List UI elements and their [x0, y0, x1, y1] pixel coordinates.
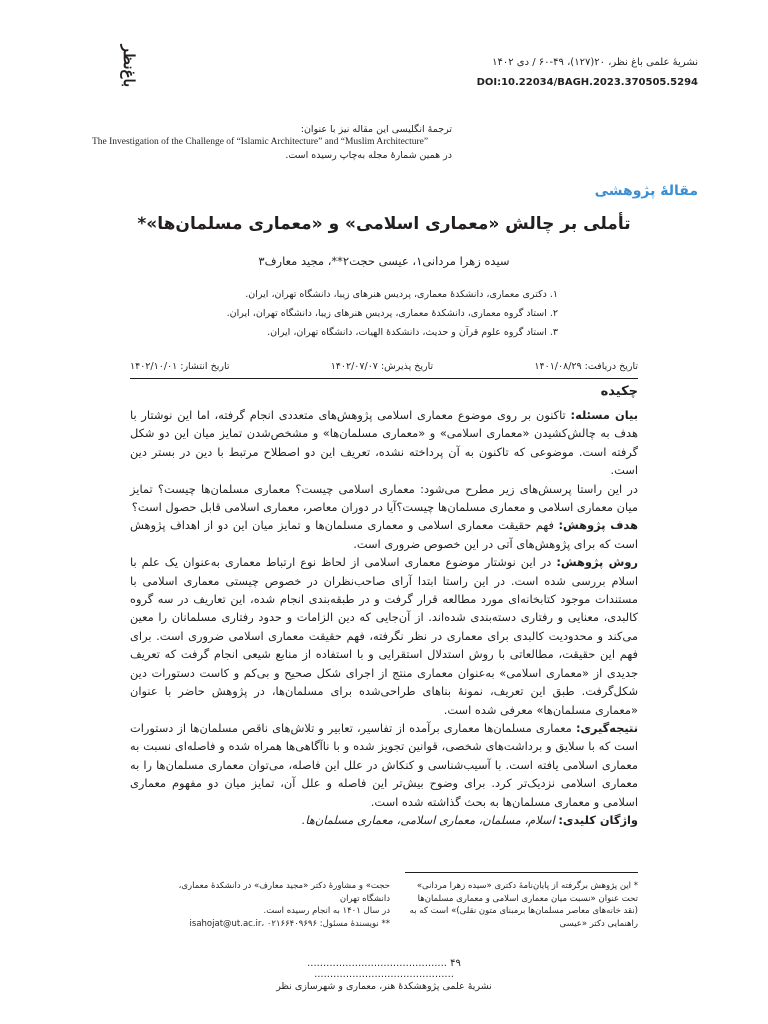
abstract-method	[130, 553, 638, 719]
method-label: روش پژوهش:	[556, 555, 638, 570]
footnote-line: حجت» و مشاورهٔ دکتر «مجید معارف» در دانشکدهٔ معماری، دانشگاه تهران	[178, 881, 390, 904]
journal-logo	[94, 38, 138, 94]
journal-citation: نشریهٔ علمی باغ نظر، ۲۰(۱۲۷)، ۴۹-۶۰ / دی ۱۴۰۲	[492, 57, 698, 68]
goal-text: فهم حقیقت معماری اسلامی و معماری مسلمان‌ها و تمایز میان این دو از اهداف پژوهش است که برای پژوهش‌های آتی در این خصوص ضروری است.	[130, 518, 638, 551]
translation-note-title: The Investigation of the Challenge of “Islamic Architecture” and “Muslim Architecture”	[92, 137, 429, 147]
corresponding-author: ** نویسندهٔ مسئول: isahojat@ut.ac.ir، ۰۲۱۶۶۴۰۹۶۹۶	[189, 918, 390, 929]
affiliation-item: ۱. دکتری معماری، دانشکدهٔ معماری، پردیس هنرهای زیبا، دانشگاه تهران، ایران.	[245, 289, 558, 300]
dot-leader-left: ............................................	[307, 958, 447, 969]
affiliation-item: ۳. استاد گروه علوم قرآن و حدیث، دانشکدهٔ الهیات، دانشگاه تهران، ایران.	[267, 327, 558, 338]
journal-logo-mark	[94, 38, 138, 94]
svg-text:باغ‌نظر: باغ‌نظر	[120, 44, 138, 88]
paper-type: مقالهٔ پژوهشی	[594, 183, 698, 199]
abstract-conclusion	[130, 719, 638, 811]
statement-text: تاکنون بر روی موضوع معماری اسلامی پژوهش‌های متعددی انجام گرفته، اما این نوشتار با هدف به چالش‌کشیدن «معماری اسلامی» و «معماری مسلمان‌ها» و مشخص‌شدن تمایز میان این دو شکل گرفته است. موضوعی که تاکنون به آن پرداخته نشده، تعریف این دو اصطلاح مرتبط با دین در بستر دین است.	[130, 408, 638, 478]
divider	[130, 378, 638, 379]
date-accepted: تاریخ پذیرش: ۱۴۰۲/۰۷/۰۷	[330, 361, 434, 372]
method-text: در این نوشتار موضوع معماری اسلامی از لحاظ نوع ارتباط معماری به‌عنوان یک علم با اسلام بررسی شده است. در این راستا ابتدا آرای صاحب‌نظران در خصوص چیستی معماری اسلامی با مستندات موجود کتابخانه‌ای مورد مطالعه قرار گرفت و در طبقه‌بندی انجام شده، این تعاریف در سه گروه کالبدی، معنایی و رفتاری دسته‌بندی شده‌اند. از آن‌جایی که دین الزامات و حدود رفتاری مسلمانان را معین می‌کند و محدودیت کالبدی برای معماری در نظر نگرفته، فهم حقیقت معماری اسلامی ضروری است. برای فهم این حقیقت، مطالعاتی با روش استدلال استقرایی و با استفاده از منابع شیعی انجام گرفت که تعریف جدیدی از «معماری اسلامی» به‌عنوان معماری منتج از اجرای شکل صحیح و بی‌کم و کاست دستورات دین شکل‌گرفت. طبق این تعریف، نمونهٔ بناهای طراحی‌شده برای مسلمان‌ها، در پژوهش حاضر با عنوان «معماری مسلمان‌ها» معرفی شده است.	[130, 555, 638, 717]
abstract-heading: چکیده	[600, 384, 638, 399]
affiliation-item: ۲. استاد گروه معماری، دانشکدهٔ معماری، پردیس هنرهای زیبا، دانشگاه تهران، ایران.	[226, 308, 558, 319]
author-list: سیده زهرا مردانی۱، عیسی حجت۲**، مجید معارف۳	[258, 254, 510, 268]
goal-label: هدف پژوهش:	[558, 518, 638, 533]
translation-note	[92, 123, 452, 162]
affiliations	[158, 285, 558, 342]
translation-note-line1: ترجمهٔ انگلیسی این مقاله نیز با عنوان:	[300, 124, 452, 135]
footnote-thesis: * این پژوهش برگرفته از پایان‌نامهٔ دکتری «سیده زهرا مردانی» تحت عنوان «نسبت میان معماری اسلامی و معماری مسلمان‌ها (نقد خانه‌های معاصر مسلمان‌ها برمبنای متون نقلی)» است که به راهنمایی دکتر «عیسی	[409, 881, 638, 929]
conclusion-label: نتیجه‌گیری:	[575, 720, 638, 735]
translation-note-line3: در همین شمارهٔ مجله به‌چاپ رسیده است.	[285, 150, 452, 161]
abstract-keywords	[130, 811, 638, 829]
abstract-questions: در این راستا پرسش‌های زیر مطرح می‌شود: معماری اسلامی چیست؟ معماری مسلمان‌ها چیست؟ تمایز میان معماری اسلامی و معماری مسلمان‌ها چیست؟آیا در دوران معاصر، معماری اسلامی قابل حصول است؟	[130, 481, 638, 515]
keywords-text: اسلام، مسلمان، معماری اسلامی، معماری مسلمان‌ها.	[301, 812, 559, 827]
paper-title: تأملی بر چالش «معماری اسلامی» و «معماری مسلمان‌ها»*	[137, 214, 631, 234]
keywords-label: واژگان کلیدی:	[558, 812, 638, 827]
doi[interactable]: DOI:10.22034/BAGH.2023.370505.5294	[476, 77, 698, 88]
page-number-value: ۴۹	[450, 958, 461, 969]
date-received: تاریخ دریافت: ۱۴۰۱/۰۸/۲۹	[534, 361, 638, 372]
publisher-footer: نشریهٔ علمی پژوهشکدهٔ هنر، معماری و شهرسازی نظر	[276, 981, 492, 992]
date-published: تاریخ انتشار: ۱۴۰۲/۱۰/۰۱	[130, 361, 230, 372]
conclusion-text: معماری مسلمان‌ها معماری برآمده از تفاسیر، تعابیر و تلاش‌های ناقص مسلمان‌ها از دستورات است که با سلایق و برداشت‌های شخصی، قوانین تجویز شده و با ناآگاهی‌ها همراه شده و فاصله‌ای نسبت به معماری اسلامی یافته است. با آسیب‌شناسی و کنکاش در علل این فاصله، می‌توان معماری مسلمان‌ها را به معماری اسلامی نزدیک‌تر کرد. برای وضوح بیش‌تر این فاصله و علل آن، تمایز میان دو مفهوم معماری اسلامی و معماری مسلمان‌ها به بحث گذاشته شده است.	[130, 720, 638, 809]
abstract-statement	[130, 406, 638, 480]
article-dates	[130, 361, 638, 372]
statement-label: بیان مسئله:	[570, 408, 638, 422]
footnote-divider	[405, 872, 638, 873]
abstract-goal	[130, 516, 638, 553]
dot-leader-right: ............................................	[314, 969, 454, 980]
footnote-line: در سال ۱۴۰۱ به انجام رسیده است.	[263, 906, 390, 916]
footnote-continued	[150, 880, 390, 930]
abstract-body	[130, 406, 638, 829]
page-number	[258, 958, 510, 980]
